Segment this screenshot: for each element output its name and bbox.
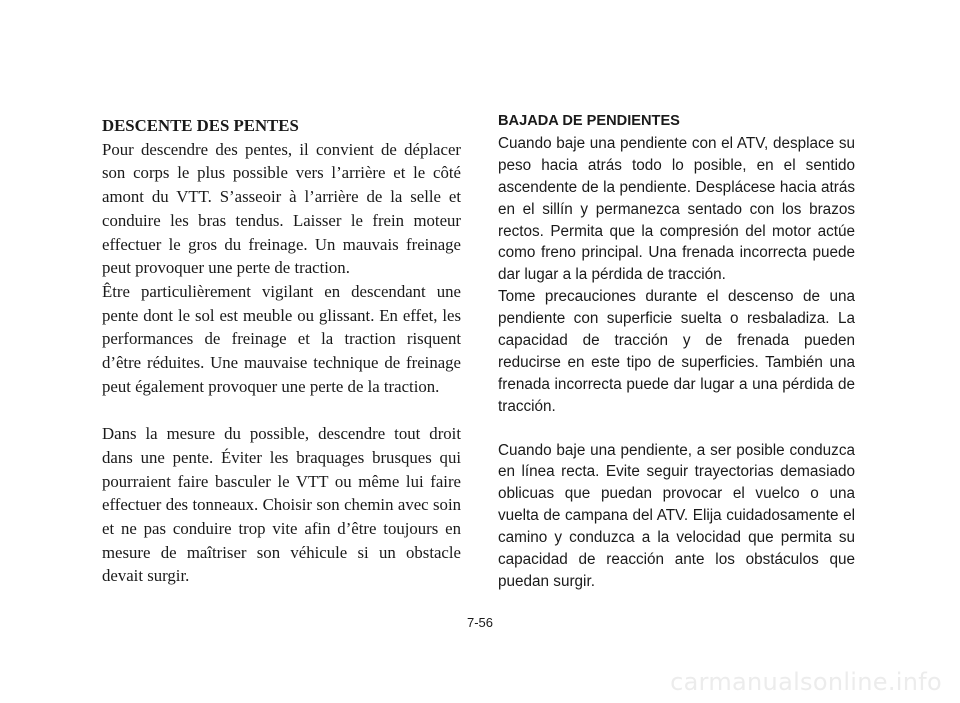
page-number: 7-56 [466, 615, 494, 630]
french-paragraph-gap [102, 398, 461, 422]
french-paragraph-2: Être particulièrement vigilant en descendant une pente dont le sol est meuble ou glissant. En effet, les performances de freinage et la traction risquent d’être réduites. Une mauvaise technique de freinage peut également provoquer une perte de la traction. [102, 281, 461, 396]
watermark-logo: carmanualsonline.info [670, 668, 942, 696]
spanish-paragraph-1: Cuando baje una pendiente con el ATV, desplace su peso hacia atrás todo lo posible, en el sentido ascendente de la pendiente. Desplácese hacia atrás en el sillín y permanezca sentado con los brazos rectos. Permita que la compresión del motor actúe como freno principal. Una frenada incorrecta puede dar lugar a la pérdida de tracción. [498, 134, 855, 284]
spanish-paragraph-2: Tome precauciones durante el descenso de una pendiente con superficie suelta o resbaladiza. La capacidad de tracción y de frenada pueden reducirse en este tipo de superficies. También una frenada incorrecta puede dar lugar a una pérdida de tracción. [498, 288, 855, 415]
spanish-heading: BAJADA DE PENDIENTES [498, 113, 680, 129]
french-paragraph-3: Dans la mesure du possible, descendre tout droit dans une pente. Éviter les braquages brusques qui pourraient faire basculer le VTT ou même lui faire effectuer des tonneaux. Choisir son chemin avec soin et ne pas conduire trop vite afin d’être toujours en mesure de maîtriser son véhicule si un obstacle devait surgir. [102, 424, 461, 586]
french-heading: DESCENTE DES PENTES [102, 116, 299, 135]
spanish-column [498, 111, 855, 593]
french-paragraph-1: Pour descendre des pentes, il convient de déplacer son corps le plus possible vers l’arrière et le côté amont du VTT. S’asseoir à l’arrière de la selle et conduire les bras tendus. Laisser le frein moteur effectuer le gros du freinage. Un mauvais freinage peut provoquer une perte de traction. [102, 139, 461, 278]
spanish-paragraph-gap [498, 418, 855, 440]
french-column [102, 114, 461, 588]
spanish-paragraph-3: Cuando baje una pendiente, a ser posible conduzca en línea recta. Evite seguir trayectorias demasiado oblicuas que puedan provocar el vuelco o una vuelta de campana del ATV. Elija cuidadosamente el camino y conduzca a la velocidad que permita su capacidad de reacción ante los obstáculos que puedan surgir. [498, 441, 855, 591]
